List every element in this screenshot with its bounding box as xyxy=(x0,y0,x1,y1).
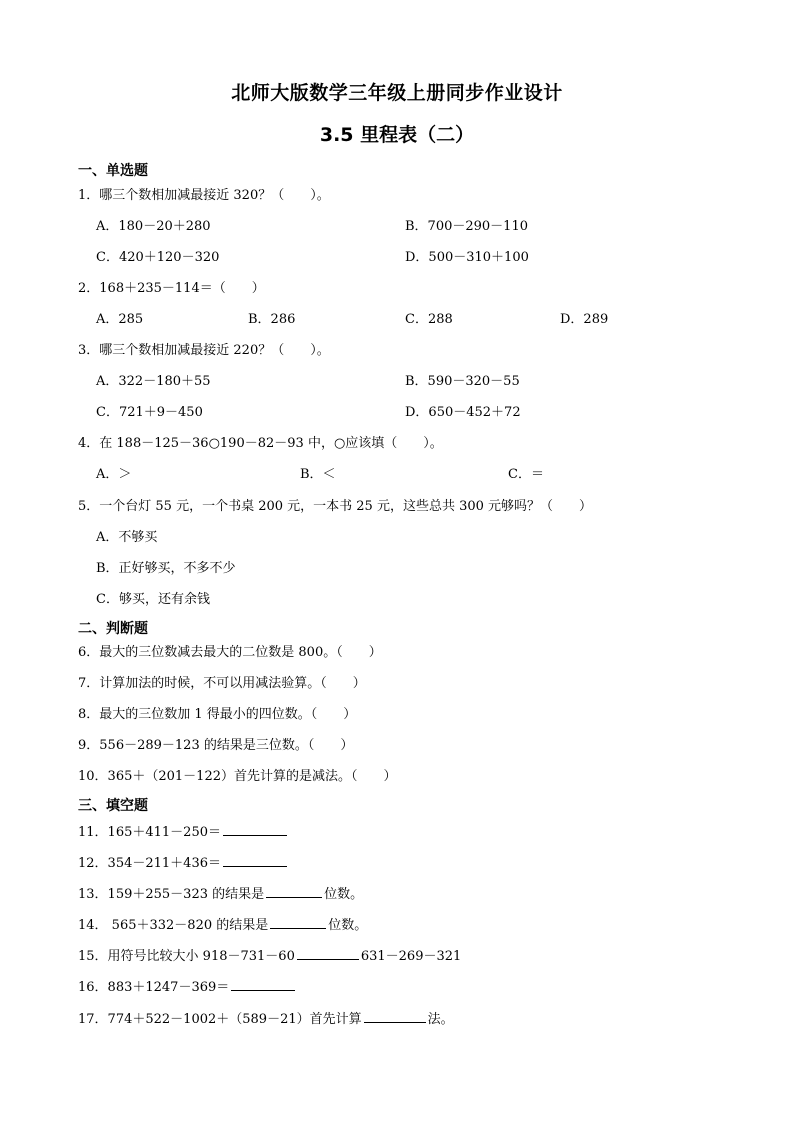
question-10: 10．365＋（201－122）首先计算的是减法。（ ） xyxy=(78,769,397,784)
question-14: 14． 565＋332－820 的结果是 位数。 xyxy=(78,914,367,935)
question-15: 15．用符号比较大小 918－731－60 631－269－321 xyxy=(78,945,461,966)
question-8: 8．最大的三位数加 1 得最小的四位数。（ ） xyxy=(78,707,357,722)
answer-blank[interactable] xyxy=(231,976,295,991)
question-4-stem: 4．在 188－125－36○190－82－93 中，○应该填（ ）。 xyxy=(78,436,443,451)
question-17-text: 17．774＋522－1002＋（589－21）首先计算 xyxy=(78,1012,362,1027)
question-3-option-a: A．322－180＋55 xyxy=(96,374,211,389)
answer-blank[interactable] xyxy=(364,1008,426,1023)
question-7: 7．计算加法的时候，不可以用减法验算。（ ） xyxy=(78,676,366,691)
question-3-option-c: C．721＋9－450 xyxy=(96,405,203,420)
question-4-option-c: C．＝ xyxy=(508,467,544,482)
question-2-option-a: A．285 xyxy=(96,312,144,327)
answer-blank[interactable] xyxy=(297,945,359,960)
question-6: 6．最大的三位数减去最大的二位数是 800。（ ） xyxy=(78,645,382,660)
question-16-text: 16．883＋1247－369＝ xyxy=(78,980,230,995)
page-subtitle: 3.5 里程表（二） xyxy=(319,124,475,146)
question-5-option-a: A．不够买 xyxy=(96,530,158,545)
answer-blank[interactable] xyxy=(270,914,326,929)
question-16 xyxy=(78,976,297,997)
question-4-option-a: A．＞ xyxy=(96,467,132,482)
question-2-option-c: C．288 xyxy=(405,312,453,327)
section-heading-true-false: 二、判断题 xyxy=(78,621,148,637)
page-title: 北师大版数学三年级上册同步作业设计 xyxy=(231,82,563,104)
answer-blank[interactable] xyxy=(223,852,287,867)
question-5-option-c: C．够买，还有余钱 xyxy=(96,592,210,607)
question-2-stem: 2．168＋235－114＝（ ） xyxy=(78,281,265,296)
question-15-text: 15．用符号比较大小 918－731－60 xyxy=(78,949,295,964)
section-heading-fill-blank: 三、填空题 xyxy=(78,798,148,814)
question-14-text: 14． 565＋332－820 的结果是 xyxy=(78,918,269,933)
question-1-option-d: D．500－310＋100 xyxy=(405,250,529,265)
question-13-text: 13．159＋255－323 的结果是 xyxy=(78,887,265,902)
question-3-option-b: B．590－320－55 xyxy=(405,374,520,389)
question-17: 17．774＋522－1002＋（589－21）首先计算 法。 xyxy=(78,1008,454,1029)
question-2-option-b: B．286 xyxy=(248,312,296,327)
section-heading-single-choice: 一、单选题 xyxy=(78,163,148,179)
question-1-option-b: B．700－290－110 xyxy=(405,219,528,234)
question-11-text: 11．165＋411－250＝ xyxy=(78,825,221,840)
question-5-stem: 5．一个台灯 55 元，一个书桌 200 元，一本书 25 元，这些总共 300 元够吗？（ ） xyxy=(78,499,593,514)
question-1-option-c: C．420＋120－320 xyxy=(96,250,220,265)
question-1-stem: 1．哪三个数相加减最接近 320？（ ）。 xyxy=(78,188,330,203)
question-13: 13．159＋255－323 的结果是 位数。 xyxy=(78,883,363,904)
question-9: 9．556－289－123 的结果是三位数。（ ） xyxy=(78,738,354,753)
question-1-option-a: A．180－20＋280 xyxy=(96,219,211,234)
question-3-option-d: D．650－452＋72 xyxy=(405,405,521,420)
answer-blank[interactable] xyxy=(266,883,322,898)
question-3-stem: 3．哪三个数相加减最接近 220？（ ）。 xyxy=(78,343,330,358)
question-5-option-b: B．正好够买，不多不少 xyxy=(96,561,236,576)
question-4-option-b: B．＜ xyxy=(300,467,336,482)
question-12-text: 12．354－211＋436＝ xyxy=(78,856,221,871)
question-2-option-d: D．289 xyxy=(560,312,609,327)
answer-blank[interactable] xyxy=(223,821,287,836)
question-12 xyxy=(78,852,289,873)
question-11 xyxy=(78,821,289,842)
